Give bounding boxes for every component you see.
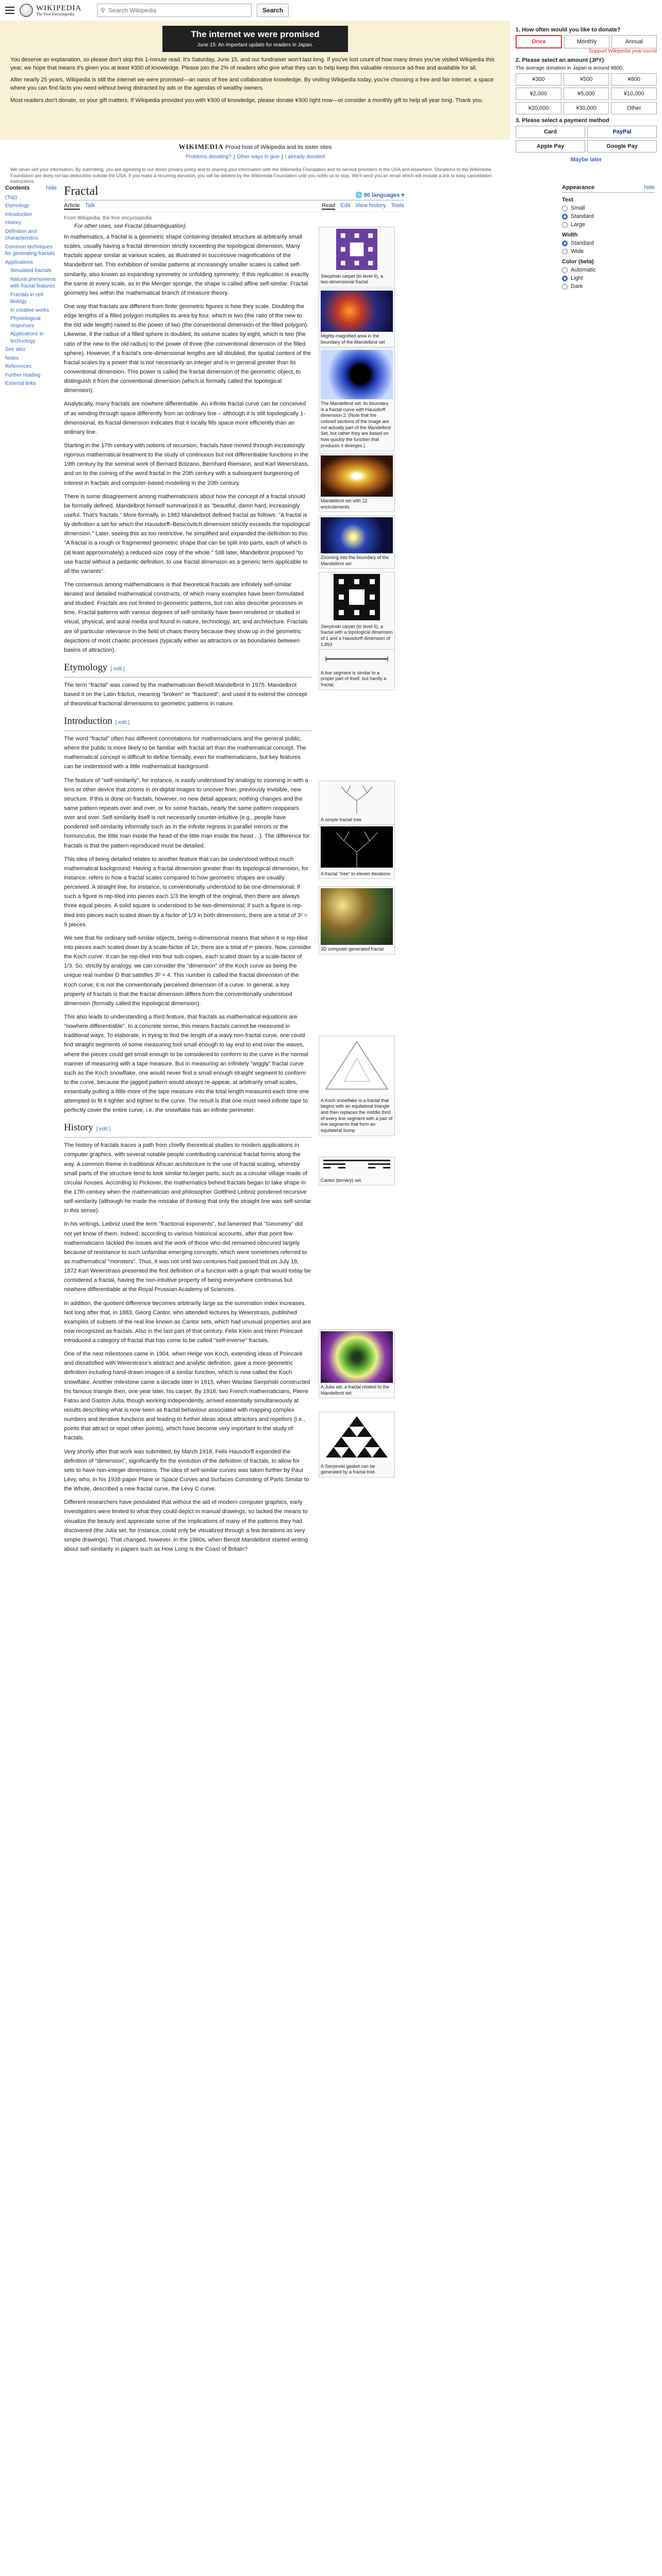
figure-caption: A Koch snowflake is a fractal that begins with an equilateral triangle and then replaces the middle third of every line segment with a pair of line segments that form an equilateral bump [321,1097,393,1133]
toc-item[interactable]: (Top) [5,194,17,200]
pay-paypal-button[interactable]: PayPal [587,126,657,138]
fundraising-banner [0,21,510,166]
history-paragraph: One of the next milestones came in 1904, when Helge von Koch, extending ideas of Poincaré and dissatisfied with Weierstrass's abstract and analytic definition, gave a more geometric definition including hand-drawn images of a similar function, which is now called the Koch snowflake. Another milestone came a decade later in 1915, when Wacław Sierpiński constructed his famous triangle then, one year later, his carpet. By 1918, two French mathematicians, Pierre Fatou and Gaston Julia, though working independently, arrived essentially simultaneously at results describing what is now seen as fractal behaviour associated with mapping complex numbers and iterative functions and leading to further ideas about attractors and repellors (i.e., points that attract or repel other points), which have become very important in the study of fractals. [64,1351,310,1442]
search-placeholder: Search Wikipedia [108,7,157,14]
text-size-small[interactable] [562,205,655,211]
maybe-later-link[interactable]: Maybe later [570,157,602,163]
step2-label: 2. Please select an amount (JPY) [516,57,604,63]
amount-option[interactable]: ¥10,000 [611,88,657,100]
figure-fractal-tree[interactable] [319,781,395,825]
amount-option[interactable]: ¥20,000 [516,102,561,114]
wikipedia-logo[interactable] [20,4,81,17]
option-label: Dark [571,283,583,290]
search-button[interactable]: Search [257,4,289,17]
tab-history[interactable]: View history [355,202,386,209]
banner-subtitle: June 15: An important update for readers in Japan. [197,42,313,48]
toc-item[interactable]: Introduction [5,211,32,217]
figure-sierpinski-carpet[interactable] [319,227,395,287]
figure-cantor-set[interactable] [319,1157,395,1185]
toc-title: Contents [5,185,30,191]
toc-subitem[interactable]: In creative works [10,307,49,313]
tab-article[interactable]: Article [64,202,80,209]
amount-option[interactable]: ¥2,000 [516,88,561,100]
page-tabs [64,202,404,212]
language-count: 80 languages [363,192,400,198]
radio-icon [562,267,568,273]
sierpinski-level6-image [321,574,393,620]
intro-paragraph: The feature of "self-similarity", for instance, is easily understood by analogy to zooming in with a lens or other device that zooms in on digital images to uncover finer, previously invisible, new structure. If this is done on fractals, however, no new detail appears; nothing changes and the same pattern repeats over and over, or for some fractals, nearly the same pattern reappears over and over. Self-similarity itself is not necessarily counter-intuitive (e.g., people have pondered self-similarity informally such as in the infinite regress in parallel mirrors or the homunculus, the little man inside the head of the little man inside the head ...). The difference for fractals is that the pattern reproduced must be detailed. [64,777,310,849]
toc-item[interactable]: Notes [5,355,19,361]
tab-talk[interactable]: Talk [85,202,95,209]
lead-paragraph: The consensus among mathematicians is that theoretical fractals are infinitely self-similar iterated and detailed mathematical constructs, of which many examples have been formulated and studied. Fractals are not limited to geometric patterns, but can also describe processes in time. Fractal patterns with various degrees of self-similarity have been rendered or studied in visual, physical, and aural media and found in nature, technology, art, and architecture. Fractals are of particular relevance in the field of chaos theory because they show up in the geometric depictions of most chaotic processes (typically either as attractors or as boundaries between basins of attraction). [64,581,308,653]
donation-form [510,21,662,175]
banner-title-box [162,26,348,52]
site-name: WIKIPEDIA [36,4,82,12]
option-label: Light [571,275,583,281]
intro-paragraph: This idea of being detailed relates to another feature that can be understood without much mathematical background: Having a fractal dimension greater than its topological dimension, for instance, refers to how a fractal scales compared to how geometric shapes are usually perceived. A straight line, for instance, is conventionally understood to be one-dimensional; if such a figure is rep-tiled into pieces each 1/3 the length of the original, then there are always three equal pieces. A solid square is understood to be two-dimensional; if such a figure is rep-tiled into pieces each scaled down by a factor of 1/3 in both dimensions, there are a total of 3² = 9 pieces. [64,856,308,928]
figure-caption: Mighty-magnified area in the boundary of the Mandelbrot set [321,333,385,345]
main-menu-icon[interactable] [5,7,14,14]
fractal-tree-image [321,783,393,814]
radio-icon [562,241,568,246]
banner-paragraph: Most readers don't donate, so your gift matters. If Wikipedia provided you with ¥300 of knowledge, please donate ¥300 right now—or consider a monthly gift to help all year long. Thank you. [10,97,484,104]
color-light[interactable] [562,275,655,281]
toc-subitem[interactable]: Applications in technology [10,331,44,344]
figure-caption: A Julia set, a fractal related to the Mandelbrot set [321,1384,390,1396]
option-label: Large [571,222,586,228]
section-heading-history [64,1120,311,1138]
toc-item[interactable]: History [5,220,22,226]
radio-icon [562,249,568,255]
option-label: Standard [571,240,594,246]
etymology-paragraph: The term "fractal" was coined by the mathematician Benoît Mandelbrot in 1975. Mandelbrot based it on the Latin frāctus, meaning "broken" or "fractured", and used it to extend the concept of theoretical fractional dimensions to geometric patterns in nature. [64,682,307,707]
language-button[interactable]: 🌐 80 languages ▾ [355,192,404,198]
radio-icon [562,222,568,228]
site-tagline: The Free Encyclopedia [36,11,75,16]
edit-link[interactable]: [ edit ] [110,666,125,672]
cantor-set-image [321,1159,393,1174]
search-icon: ⚲ [101,7,105,14]
color-dark[interactable] [562,283,655,290]
toc-subitem[interactable]: Fractals in cell biology [10,292,43,305]
mandelbrot-image [321,350,393,399]
lead-paragraph: One way that fractals are different from finite geometric figures is how they scale. Doubling the edge lengths of a filled polygon multiplies its area by four, which is two (the ratio of the new to the old side length) raised to the power of two (the conventional dimension of the filled polygon). Likewise, if the radius of a filled sphere is doubled, its volume scales by eight, which is two (the ratio of the new to the old radius) to the power of three (the conventional dimension of the filled sphere). However, if a fractal's one-dimensional lengths are all doubled, the spatial content of the fractal scales by a power that is not necessarily an integer and is in general greater than its conventional dimension. This power is called the fractal dimension of the geometric object, to distinguish it from the conventional dimension (which is formally called the topological dimension). [64,303,311,394]
step2-note: The average donation in Japan is around ¥800. [516,65,624,71]
julia-set-image [321,1331,393,1383]
heading-text: Etymology [64,662,108,673]
amount-option[interactable]: ¥800 [611,73,657,86]
history-paragraph: The history of fractals traces a path from chiefly theoretical studies to modern applications in computer graphics, with several notable people contributing canonical fractal forms along the way. A common theme in traditional African architecture is the use of fractal scaling, whereby small parts of the structure tend to look similar to larger parts, such as a circular village made of circular houses. According to Pickover, the mathematics behind fractals began to take shape in the 17th century when the mathematician and philosopher Gottfried Leibniz pondered recursive self-similarity (although he made the mistake of thinking that only the straight line was self-similar in this sense). [64,1142,311,1214]
tab-edit[interactable]: Edit [340,202,351,209]
wikimedia-tagline: Proud host of Wikipedia and its sister sites [225,144,332,150]
text-size-standard[interactable] [562,213,655,219]
radio-icon [562,276,568,281]
text-size-heading: Text [562,197,573,203]
tab-tools[interactable]: Tools [391,202,404,209]
color-heading: Color (beta) [562,259,594,265]
history-paragraph: In his writings, Leibniz used the term "fractional exponents", but lamented that "Geometry" did not yet know of them. Indeed, according to various historical accounts, after that point few mathematicians tackled the issues and the work of those who did remained obscured largely because of resistance to such unfamiliar emerging concepts, which were sometimes referred to as mathematical "monsters". Thus, it was not until two centuries had passed that on July 18, 1872 Karl Weierstrass presented the first definition of a function with a graph that would today be considered a fractal, having the non-intuitive property of being everywhere continuous but nowhere differentiable at the Royal Prussian Academy of Sciences. [64,1221,311,1293]
sierpinski-gasket-image [321,1414,393,1460]
option-label: Automatic [571,267,596,273]
figure-caption: Sierpiński carpet (to level 6), a two-dimensional fractal [321,273,384,285]
step3-label: 3. Please select a payment method [516,117,609,124]
lead-paragraph: Analytically, many fractals are nowhere differentiable. An infinite fractal curve can be conceived of as winding through space differently from an ordinary line – although it is still topologically 1-dimensional, its fractal dimension indicates that it locally fills space more efficiently than an ordinary line. [64,401,306,435]
heading-text: Introduction [64,716,112,727]
history-paragraph: Very shortly after that work was submitted, by March 1918, Felix Hausdorff expanded the definition of "dimension", significantly for the evolution of the definition of fractals, to allow for sets to have non-integer dimensions. The idea of self-similar curves was taken further by Paul Lévy, who, in his 1938 paper Plane or Space Curves and Surfaces Consisting of Parts Similar to the Whole, described a new fractal curve, the Lévy C curve. [64,1448,309,1493]
figure-caption: Sierpinski carpet (to level 6), a fractal with a topological dimension of 1 and a Hausdorff dimension of 1.893 [321,623,393,647]
figure-mandelbrot-set[interactable] [319,348,395,451]
figure-fractal-tree-eleven[interactable] [319,824,395,879]
frequency-once[interactable]: Once [516,35,562,48]
option-label: Standard [571,213,594,219]
radio-icon [562,214,568,219]
lead-paragraph: In mathematics, a fractal is a geometric shape containing detailed structure at arbitrarily small scales, usually having a fractal dimension strictly exceeding the topological dimension. Many fractals appear similar at various scales, as illustrated in successive magnifications of the Mandelbrot set. This exhibition of similar patterns at increasingly smaller scales is called self-similarity, also known as expanding symmetry or unfolding symmetry; if this replication is exactly the same at every scale, as in the Menger sponge, the shape is called affine self-similar. Fractal geometry lies within the mathematical branch of measure theory. [64,234,309,296]
site-header [0,0,516,21]
search-input[interactable] [97,4,252,17]
pay-apple-button[interactable]: Apple Pay [516,140,585,152]
sierpinski-carpet-image [321,229,393,270]
globe-icon [20,4,33,17]
banner-paragraph: After nearly 25 years, Wikipedia is still the internet we were promised—an oasis of free and collaborative knowledge. By visiting Wikipedia today, you're choosing a free and fair internet: a space where you can find facts you need without being distracted by ads or the agendas of wealthy owners. [10,77,494,92]
table-of-contents [5,184,57,389]
frequency-hint: Support Wikipedia year-round [588,48,657,54]
appearance-hide-button[interactable]: hide [644,184,655,191]
figure-koch-snowflake[interactable] [319,1036,395,1136]
heading-text: History [64,1122,93,1133]
payment-methods [516,126,657,152]
line-segment-image [321,651,393,667]
toc-item[interactable]: Common techniques for generating fractals [5,244,55,257]
color-automatic[interactable] [562,267,655,273]
amount-other[interactable]: Other [611,102,657,114]
amount-option[interactable]: ¥500 [564,73,609,86]
fractal-tree-eleven-image [321,826,393,868]
toc-item[interactable]: Applications [5,259,33,265]
other-ways-link[interactable]: Other ways to give [237,154,280,160]
option-label: Small [571,205,585,211]
toc-item[interactable]: Definition and characteristics [5,228,38,242]
figure-sierpinski-level6[interactable] [319,572,395,650]
width-standard[interactable] [562,240,655,246]
mandelbrot-boundary-image [321,517,393,553]
figure-caption: 3D computer-generated fractal [321,946,384,952]
figure-mandelbrot-boundary[interactable] [319,515,395,569]
frequency-annual[interactable]: Annual [611,35,657,48]
already-donated-link[interactable]: I already donated [285,154,325,160]
option-label: Wide [571,248,584,255]
figure-caption: A line segment is similar to a proper part of itself, but hardly a fractal. [321,670,387,688]
figure-mandelbrot-encirclements[interactable] [319,453,395,512]
edit-link[interactable]: [ edit ] [96,1126,111,1132]
figure-caption: Cantor (ternary) set. [321,1177,362,1183]
problems-donating-link[interactable]: Problems donating? [185,154,231,160]
toc-item[interactable]: Etymology [5,203,29,209]
figure-sierpinski-gasket[interactable] [319,1412,395,1478]
mandelbrot-zoom-image [321,291,393,332]
lead-paragraph: There is some disagreement among mathematicians about how the concept of a fractal should be formally defined. Mandelbrot himself summarized it as "beautiful, damn hard, increasingly useful. That's fractals." More formally, in 1982 Mandelbrot defined fractal as follows: "A fractal is by definition a set for which the Hausdorff–Besicovitch dimension strictly exceeds the topological dimension." Later, seeing this as too restrictive, he simplified and expanded the definition to this: "A fractal is a rough or fragmented geometric shape that can be split into parts, each of which is (at least approximately) a reduced-size copy of the whole." Still later, Mandelbrot proposed "to use fractal without a pedantic definition, to use fractal dimension as a generic term applicable to all the variants". [64,493,310,574]
toc-subitem[interactable]: Natural phenomena with fractal features [10,276,56,290]
edit-link[interactable]: [ edit ] [115,720,130,726]
lead-paragraph: Starting in the 17th century with notions of recursion, fractals have moved through increasingly rigorous mathematical treatment to the study of continuous but not differentiable functions in the 19th century by the seminal work of Bernard Bolzano, Bernhard Riemann, and Karl Weierstrass, and on to the coining of the word fractal in the 20th century with a subsequent burgeoning of interest in fractals and computer-based modelling in the 20th century. [64,442,309,486]
history-paragraph: In addition, the quotient difference becomes arbitrarily large as the summation index increases. Not long after that, in 1883, Georg Cantor, who attended lectures by Weierstrass, published examples of subsets of the real line known as Cantor sets, which had unusual properties and are now recognized as fractals. Also in the last part of that century, Felix Klein and Henri Poincaré introduced a category of fractal that has come to be called "self-inverse" fractals. [64,1300,311,1344]
toc-subitem[interactable]: Physiological responses [10,316,41,329]
page-title: Fractal [64,184,98,198]
pay-google-button[interactable]: Google Pay [587,140,657,152]
frequency-options [516,35,657,48]
figure-caption: Mandelbrot set with 12 encirclements [321,498,368,510]
toc-item[interactable]: See also [5,347,25,353]
text-size-large[interactable] [562,222,655,228]
koch-snowflake-image [321,1038,393,1094]
section-heading-introduction [64,714,311,731]
amount-option[interactable]: ¥30,000 [564,102,609,114]
toc-item[interactable]: References [5,364,32,370]
hatnote: For other uses, see Fractal (disambiguation). [74,223,187,229]
amount-grid [516,73,657,114]
width-heading: Width [562,232,578,238]
tab-read[interactable]: Read [321,202,336,209]
section-heading-etymology [64,660,311,677]
width-wide[interactable] [562,248,655,255]
figure-julia-set[interactable] [319,1329,395,1398]
pay-card-button[interactable]: Card [516,126,585,138]
intro-paragraph: This also leads to understanding a third feature, that fractals as mathematical equations are "nowhere differentiable". In a concrete sense, this means fractals cannot be measured in traditional ways. To elaborate, in trying to find the length of a wavy non-fractal curve, one could find straight segments of some measuring tool small enough to lay end to end over the waves, where the pieces could get small enough to be considered to conform to the curve in the normal manner of measuring with a tape measure. But in measuring an infinitely "wiggly" fractal curve such as the Koch snowflake, one would never find a small enough straight segment to conform to the curve, because the jagged pattern would always re-appear, at arbitrarily small scales, essentially pulling a little more of the tape measure into the total length measured each time one attempted to fit it tighter and tighter to the curve. The result is that one must need infinite tape to perfectly cover the entire curve, i.e. the snowflake has an infinite perimeter. [64,1013,309,1114]
appearance-title: Appearance [562,184,594,191]
figure-caption: The Mandelbrot set: its boundary is a fractal curve with Hausdorff dimension 2. (Note that the colored sections of the image are not actually part of the Mandelbrot Set, but rather they are based on how quickly the function that produces it diverges.) [321,401,391,448]
intro-paragraph: The word "fractal" often has different connotations for mathematicians and the general public, where the public is more likely to be familiar with fractal art than the mathematical concept. The mathematical concept is difficult to define formally, even for mathematicians, but key features can be understood with a little mathematical background. [64,736,306,770]
privacy-note: We never sell your information. By submitting, you are agreeing to our donor privacy policy and to sharing your information with the Wikimedia Foundation and its service providers in the USA and elsewhere. Donations to the Wikimedia Foundation are likely not tax-deductible outside the USA. If you make a recurring donation, you will be debited by the Wikimedia Foundation until you notify us to stop. We'll send you an email which will include a link to easy cancellation instructions. [10,167,492,184]
figure-caption: Zooming into the boundary of the Mandelbrot set [321,555,389,566]
figure-caption: A fractal "tree" to eleven iterations [321,871,390,876]
article-body [64,232,311,1554]
banner-footer: WIKIMEDIA Proud host of Wikipedia and its sister sites Problems donating? | Other ways to give | I already donated [0,139,510,166]
history-paragraph: Different researchers have postulated that without the aid of modern computer graphics, early investigators were limited to what they could depict in manual drawings, so lacked the means to visualize the beauty and appreciate some of the implications of many of the patterns they had discovered (the Julia set, for instance, could only be visualized through a few iterations as very simple drawings). That changed, however, in the 1960s, when Benoit Mandelbrot started writing about self-similarity in papers such as How Long Is the Coast of Britain? [64,1499,308,1553]
appearance-panel [562,184,655,292]
banner-paragraph: You deserve an explanation, so please don't skip this 1-minute read. It's Saturday, June 15, and our fundraiser won't last long. If you've lost count of how many times you've visited Wikipedia this year, we hope that means it's given you at least ¥300 of knowledge. Please join the 2% of readers who give what they can to help keep this valuable resource ad-free and available for all. [10,56,495,71]
figure-3d-fractal[interactable] [319,886,395,955]
figure-caption: A Sierpinski gasket can be generated by a fractal tree. [321,1463,376,1475]
figure-caption: A simple fractal tree [321,817,362,822]
3d-fractal-image [321,888,393,945]
radio-icon [562,206,568,211]
banner-title: The internet we were promised [191,29,320,39]
toc-subitem[interactable]: Simulated fractals [10,268,52,274]
toc-item[interactable]: Further reading [5,372,41,378]
radio-icon [562,284,568,290]
mandelbrot-encirclement-image [321,455,393,497]
amount-option[interactable]: ¥5,000 [564,88,609,100]
wikimedia-logo: WIKIMEDIA [178,143,224,150]
toc-item[interactable]: External links [5,381,36,387]
intro-paragraph: We see that for ordinary self-similar objects, being n-dimensional means that when it is rep-tiled into pieces each scaled down by a scale-factor of 1/r, there are a total of rⁿ pieces. Now, consider the Koch curve. It can be rep-tiled into four sub-copies, each scaled down by a scale-factor of 1/3. So, strictly by analogy, we can consider the "dimension" of the Koch curve as being the unique real number D that satisfies 3ᴰ = 4. This number is called the fractal dimension of the Koch curve; it is not the conventionally perceived dimension of a curve. In general, a key property of fractals is that the fractal dimension differs from the conventionally understood dimension (formally called the topological dimension). [64,935,311,1007]
toc-hide-button[interactable]: hide [46,185,57,191]
frequency-monthly[interactable]: Monthly [564,35,609,48]
figure-line-segment[interactable] [319,649,395,690]
figure-mandelbrot-zoom[interactable] [319,289,395,347]
from-wikipedia: From Wikipedia, the free encyclopedia [64,215,152,221]
amount-option[interactable]: ¥300 [516,73,561,86]
step1-label: 1. How often would you like to donate? [516,27,621,33]
